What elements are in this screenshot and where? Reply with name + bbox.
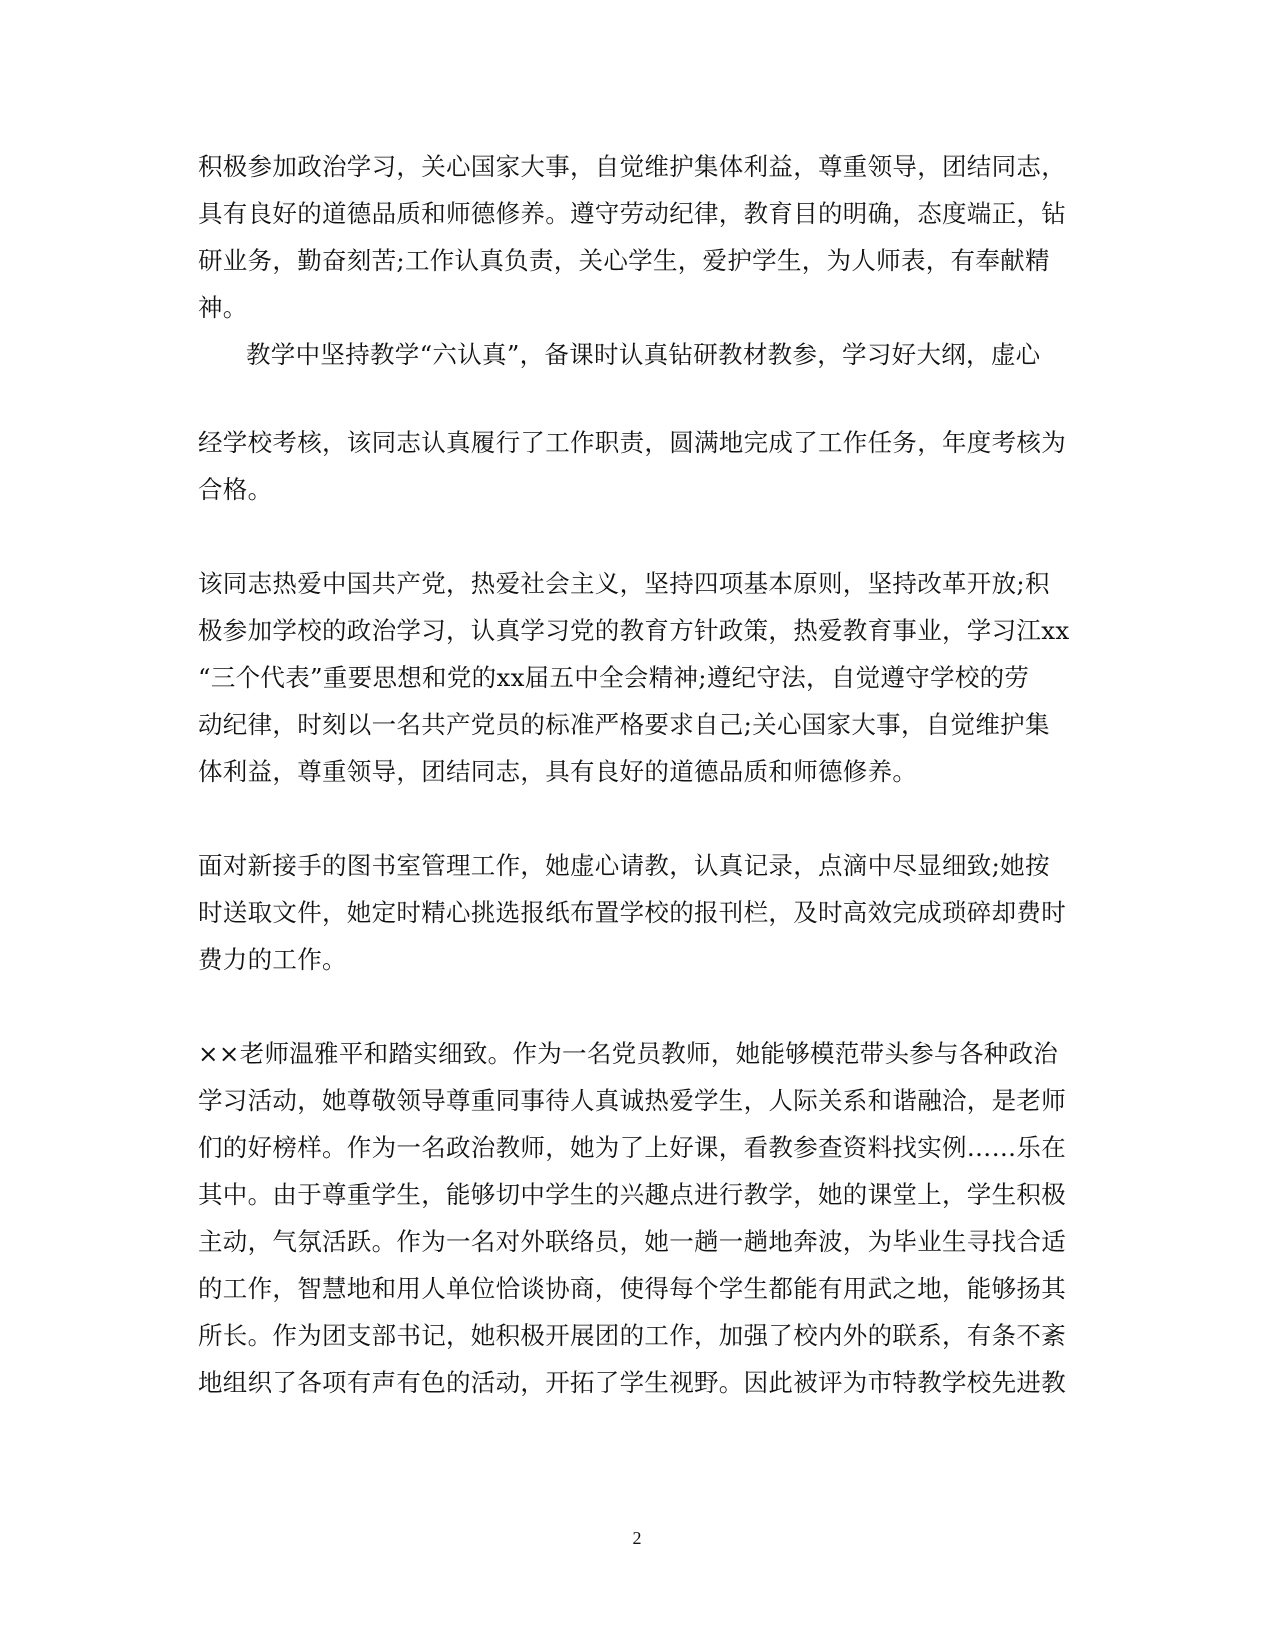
- text-line: ××老师温雅平和踏实细致。作为一名党员教师，她能够模范带头参与各种政治: [198, 1039, 1059, 1068]
- text-line: 极参加学校的政治学习，认真学习党的教育方针政策，热爱教育事业，学习江xx: [198, 616, 1070, 645]
- text-line: 具有良好的道德品质和师德修养。遵守劳动纪律，教育目的明确，态度端正，钻: [198, 199, 1066, 228]
- text-line: 积极参加政治学习，关心国家大事，自觉维护集体利益，尊重领导，团结同志，: [198, 152, 1066, 181]
- text-line: 们的好榜样。作为一名政治教师，她为了上好课，看教参查资料找实例……乐在: [198, 1133, 1066, 1162]
- text-line: 合格。: [198, 475, 273, 504]
- text-line: 所长。作为团支部书记，她积极开展团的工作，加强了校内外的联系，有条不紊: [198, 1321, 1066, 1350]
- text-line: 经学校考核，该同志认真履行了工作职责，圆满地完成了工作任务，年度考核为: [198, 428, 1066, 457]
- text-line: 其中。由于尊重学生，能够切中学生的兴趣点进行教学，她的课堂上，学生积极: [198, 1180, 1066, 1209]
- text-line: 动纪律，时刻以一名共产党员的标准严格要求自己;关心国家大事，自觉维护集: [198, 710, 1050, 739]
- text-line: 神。: [198, 293, 248, 322]
- text-line: 时送取文件，她定时精心挑选报纸布置学校的报刊栏，及时高效完成琐碎却费时: [198, 898, 1066, 927]
- text-line: 学习活动，她尊敬领导尊重同事待人真诚热爱学生，人际关系和谐融洽，是老师: [198, 1086, 1066, 1115]
- text-line: 的工作，智慧地和用人单位恰谈协商，使得每个学生都能有用武之地，能够扬其: [198, 1274, 1066, 1303]
- text-line: 地组织了各项有声有色的活动，开拓了学生视野。因此被评为市特教学校先进教: [198, 1368, 1066, 1397]
- text-line: 研业务，勤奋刻苦;工作认真负责，关心学生，爱护学生，为人师表，有奉献精: [198, 246, 1050, 275]
- text-line: 面对新接手的图书室管理工作，她虚心请教，认真记录，点滴中尽显细致;她按: [198, 851, 1050, 880]
- text-line: 体利益，尊重领导，团结同志，具有良好的道德品质和师德修养。: [198, 757, 918, 786]
- text-line-indented: 教学中坚持教学“六认真”，备课时认真钻研教材教参，学习好大纲，虚心: [246, 340, 1041, 369]
- text-line: 该同志热爱中国共产党，热爱社会主义，坚持四项基本原则，坚持改革开放;积: [198, 569, 1050, 598]
- page-number: 2: [632, 1528, 642, 1548]
- text-line: 费力的工作。: [198, 945, 347, 974]
- text-line: 主动，气氛活跃。作为一名对外联络员，她一趟一趟地奔波，为毕业生寻找合适: [198, 1227, 1066, 1256]
- text-line: “三个代表”重要思想和党的xx届五中全会精神;遵纪守法，自觉遵守学校的劳: [198, 663, 1030, 692]
